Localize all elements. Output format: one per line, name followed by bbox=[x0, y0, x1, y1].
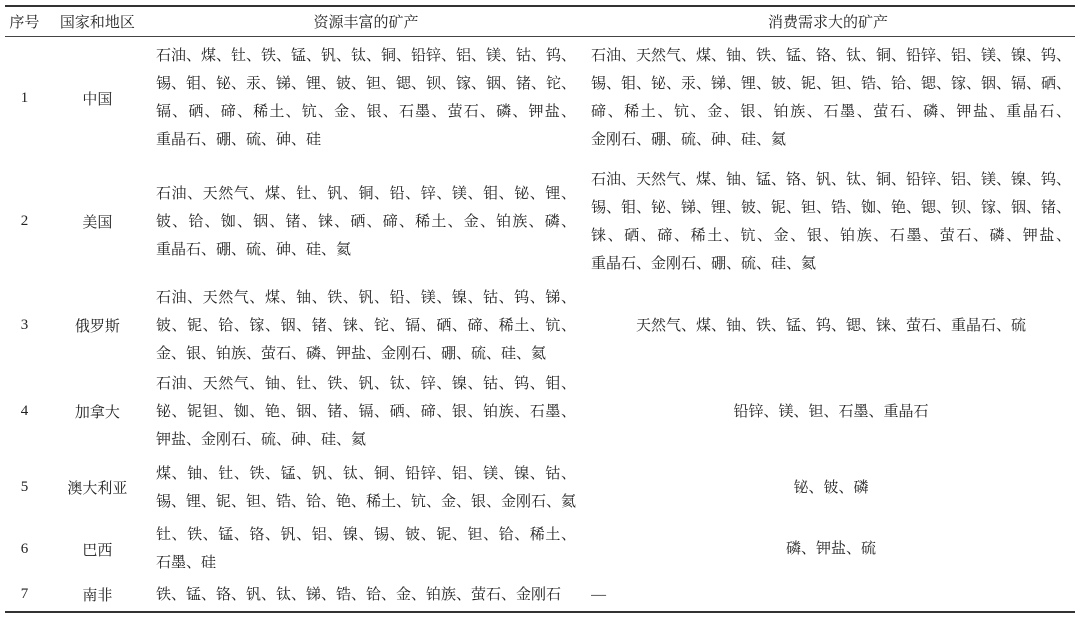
row-number: 3 bbox=[20, 317, 29, 333]
mineral-line: 钾盐、金刚石、硫、砷、硅、氦 bbox=[155, 431, 366, 448]
mineral-line: 铍、铌、铪、镓、铟、锗、铼、铊、镉、硒、碲、稀土、钪、 bbox=[155, 317, 576, 334]
mineral-line: 石油、天然气、煤、钍、钒、铜、铅、锌、镁、钼、铋、锂、 bbox=[155, 185, 576, 202]
country-name: 中国 bbox=[82, 91, 113, 108]
header-no: 序号 bbox=[5, 6, 44, 36]
mineral-line: 镉、硒、碲、稀土、钪、金、银、石墨、萤石、磷、钾盐、 bbox=[155, 104, 576, 121]
table-header-row bbox=[5, 6, 1075, 36]
demand-minerals-cell bbox=[581, 455, 1075, 520]
mineral-list bbox=[151, 42, 581, 154]
mineral-list bbox=[581, 312, 1075, 340]
mineral-list bbox=[581, 42, 1075, 154]
mineral-line: 石墨、硅 bbox=[155, 555, 216, 571]
row-number: 5 bbox=[20, 479, 29, 495]
mineral-line: 石油、天然气、铀、钍、铁、钒、钛、锌、镍、钴、钨、钼、 bbox=[155, 375, 576, 392]
mineral-list bbox=[581, 474, 1075, 502]
demand-minerals-cell bbox=[581, 36, 1075, 160]
mineral-line: 煤、铀、钍、铁、锰、钒、钛、铜、铅锌、铝、镁、镍、钴、 bbox=[155, 465, 576, 482]
country-name: 南非 bbox=[44, 578, 151, 612]
mineral-line: 磷、钾盐、硫 bbox=[785, 541, 876, 557]
mineral-list bbox=[151, 581, 581, 609]
mineral-line: 锡、钼、铋、锑、锂、铍、铌、钽、锆、铷、铯、锶、钡、镓、铟、锗、 bbox=[590, 199, 1071, 216]
table-row bbox=[5, 578, 1075, 612]
mineral-line: 锡、钼、铋、汞、锑、锂、铍、铌、钽、锆、铪、锶、镓、铟、镉、硒、 bbox=[590, 76, 1071, 93]
country-name: 巴西 bbox=[82, 542, 113, 559]
minerals-table bbox=[5, 5, 1075, 613]
mineral-line: 铋、铍、磷 bbox=[793, 479, 869, 496]
row-number: 7 bbox=[5, 578, 44, 612]
mineral-line: 重晶石、硼、硫、砷、硅 bbox=[155, 132, 321, 149]
mineral-line: — bbox=[590, 586, 606, 603]
mineral-line: 石油、煤、钍、铁、锰、钒、钛、铜、铅锌、铝、镁、钴、钨、 bbox=[155, 48, 576, 65]
mineral-line: 锡、钼、铋、汞、锑、锂、铍、钽、锶、钡、镓、铟、锗、铊、 bbox=[155, 76, 576, 93]
demand-minerals-cell bbox=[581, 160, 1075, 283]
mineral-line: 铅锌、镁、钽、石墨、重晶石 bbox=[733, 403, 929, 420]
row-number: 2 bbox=[20, 213, 29, 229]
demand-minerals-cell bbox=[581, 578, 1075, 612]
mineral-line: 天然气、煤、铀、铁、锰、钨、锶、铼、萤石、重晶石、硫 bbox=[635, 317, 1026, 334]
mineral-list bbox=[581, 166, 1075, 278]
table-row bbox=[5, 283, 1075, 368]
mineral-line: 石油、天然气、煤、铀、锰、铬、钒、钛、铜、铅锌、铝、镁、镍、钨、 bbox=[590, 171, 1071, 188]
header-country: 国家和地区 bbox=[44, 6, 151, 36]
demand-minerals-cell bbox=[581, 283, 1075, 368]
rich-minerals-cell bbox=[151, 520, 581, 578]
rich-minerals-cell bbox=[151, 368, 581, 455]
table-row bbox=[5, 455, 1075, 520]
mineral-line: 石油、天然气、煤、铀、铁、钒、铅、镁、镍、钴、钨、锑、 bbox=[155, 289, 576, 306]
row-number: 4 bbox=[20, 403, 29, 419]
table-row bbox=[5, 160, 1075, 283]
mineral-list bbox=[151, 370, 581, 454]
mineral-list bbox=[581, 398, 1075, 426]
mineral-line: 铋、铌钽、铷、铯、铟、锗、镉、硒、碲、银、铂族、石墨、 bbox=[155, 403, 576, 420]
header-demand-minerals: 消费需求大的矿产 bbox=[581, 6, 1075, 36]
mineral-line: 锡、锂、铌、钽、锆、铪、铯、稀土、钪、金、银、金刚石、氦 bbox=[155, 493, 576, 510]
demand-minerals-cell bbox=[581, 368, 1075, 455]
mineral-line: 金刚石、硼、硫、砷、硅、氦 bbox=[590, 132, 786, 149]
mineral-line: 钍、铁、锰、铬、钒、铝、镍、锡、铍、铌、钽、铪、稀土、 bbox=[155, 527, 576, 543]
row-number: 6 bbox=[20, 540, 29, 557]
mineral-list bbox=[151, 180, 581, 264]
country-name: 澳大利亚 bbox=[67, 481, 128, 497]
mineral-line: 碲、稀土、钪、金、银、铂族、石墨、萤石、磷、钾盐、重晶石、 bbox=[590, 104, 1071, 121]
mineral-line: 铁、锰、铬、钒、钛、锑、锆、铪、金、铂族、萤石、金刚石 bbox=[155, 586, 561, 603]
mineral-line: 重晶石、硼、硫、砷、硅、氦 bbox=[155, 241, 351, 258]
mineral-line: 铼、硒、碲、稀土、钪、金、银、铂族、石墨、萤石、磷、钾盐、 bbox=[590, 227, 1071, 244]
rich-minerals-cell bbox=[151, 36, 581, 160]
demand-minerals-cell bbox=[581, 520, 1075, 578]
mineral-line: 石油、天然气、煤、铀、铁、锰、铬、钛、铜、铅锌、铝、镁、镍、钨、 bbox=[590, 48, 1071, 65]
rich-minerals-cell bbox=[151, 283, 581, 368]
mineral-list bbox=[581, 535, 1075, 563]
table-row bbox=[5, 368, 1075, 455]
rich-minerals-cell bbox=[151, 160, 581, 283]
mineral-line: 铍、铪、铷、铟、锗、铼、硒、碲、稀土、金、铂族、磷、 bbox=[155, 213, 576, 230]
header-rich-minerals: 资源丰富的矿产 bbox=[151, 6, 581, 36]
mineral-list bbox=[581, 581, 1075, 609]
row-number: 1 bbox=[20, 89, 29, 106]
mineral-line: 金、银、铂族、萤石、磷、钾盐、金刚石、硼、硫、硅、氦 bbox=[155, 345, 546, 362]
mineral-list bbox=[151, 284, 581, 368]
table-row bbox=[5, 36, 1075, 160]
rich-minerals-cell bbox=[151, 578, 581, 612]
mineral-list bbox=[151, 521, 581, 577]
country-name: 美国 bbox=[82, 215, 113, 231]
mineral-line: 重晶石、金刚石、硼、硫、硅、氦 bbox=[590, 255, 816, 272]
mineral-list bbox=[151, 460, 581, 516]
country-name: 俄罗斯 bbox=[74, 319, 120, 335]
rich-minerals-cell bbox=[151, 455, 581, 520]
country-name: 加拿大 bbox=[74, 405, 120, 421]
table-row bbox=[5, 520, 1075, 578]
